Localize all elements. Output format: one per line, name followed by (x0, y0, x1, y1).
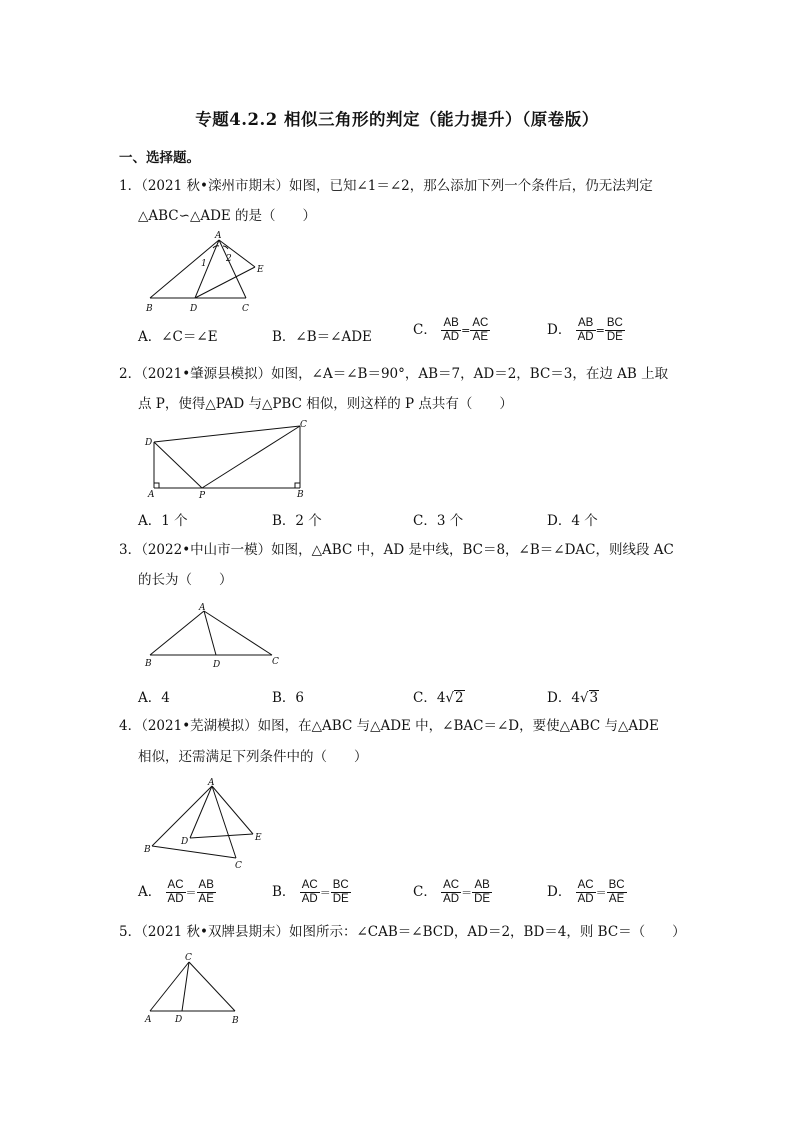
q1-label-d: D (190, 304, 198, 314)
q1-segment-ad (195, 240, 219, 298)
q3-option-c-prefix: C．4 (413, 690, 446, 706)
q5-label-d: D (175, 1015, 183, 1025)
q1-segment-ac (219, 240, 246, 298)
q1-label-e: E (257, 265, 264, 275)
q2-option-c[interactable]: C．3 个 (413, 513, 464, 529)
q2-label-a: A (148, 490, 155, 500)
q5-label-b: B (232, 1016, 239, 1026)
q1-c-eq: = (461, 324, 471, 337)
q4-c-num1: AC (443, 879, 460, 891)
q1-d-den2: DE (606, 331, 623, 343)
q4-d-den1: AD (577, 893, 594, 905)
q2-right-angle-b (295, 483, 300, 488)
q4-option-c-fraction-1 (441, 879, 461, 906)
q1-label-1: 1 (201, 259, 207, 269)
q4-segment-ac (212, 786, 236, 858)
q5-figure (140, 948, 250, 1028)
q1-label-c: C (242, 304, 249, 314)
q1-option-c-fraction-2 (470, 317, 490, 344)
q4-c-den2: DE (474, 893, 491, 905)
q1-segment-ab (150, 240, 219, 298)
q3-option-c[interactable] (413, 686, 465, 706)
q4-option-b-fraction-1 (300, 879, 320, 906)
q1-option-b[interactable]: B．∠B＝∠ADE (272, 329, 372, 345)
q3-label-d: D (213, 660, 221, 670)
q4-option-b-fraction-2 (331, 879, 351, 906)
q3-option-b[interactable]: B．6 (272, 690, 305, 706)
q4-text-line2: 相似，还需满足下列条件中的（ ） (138, 749, 368, 765)
q3-option-d-radicand: 3 (589, 690, 599, 706)
q2-segment-dp (154, 442, 202, 488)
q4-label-c: C (235, 861, 242, 871)
q4-b-num1: AC (301, 879, 318, 891)
q2-label-d: D (145, 438, 153, 448)
q3-option-d-sqrt-sign: √ (579, 690, 589, 706)
q4-d-eq: ＝ (595, 886, 607, 900)
q5-segment-bc (189, 962, 235, 1011)
q4-option-b[interactable] (272, 879, 351, 906)
q2-option-a[interactable]: A．1 个 (138, 513, 188, 529)
q4-option-a[interactable] (138, 879, 216, 906)
q3-label-c: C (272, 657, 279, 667)
q4-a-den1: AD (167, 893, 184, 905)
section-heading: 一、选择题。 (119, 150, 200, 166)
q4-d-num2: BC (608, 879, 625, 891)
q4-segment-ae (212, 786, 253, 834)
q1-figure (140, 230, 280, 316)
q2-label-c: C (300, 420, 307, 430)
q1-segment-de (195, 267, 255, 298)
q4-b-den1: AD (301, 893, 318, 905)
page-title: 专题4.2.2 相似三角形的判定（能力提升）（原卷版） (195, 110, 599, 129)
q1-option-a[interactable]: A．∠C＝∠E (138, 329, 218, 345)
q2-text-line2: 点 P，使得△PAD 与△PBC 相似，则这样的 P 点共有（ ） (138, 396, 513, 412)
q4-b-den2: DE (332, 893, 349, 905)
q1-option-d[interactable] (547, 317, 625, 344)
q3-option-c-sqrt-sign: √ (445, 690, 455, 706)
q1-d-den1: AD (577, 331, 594, 343)
q3-option-d[interactable] (547, 686, 599, 706)
q4-label-b: B (144, 845, 151, 855)
q3-option-a[interactable]: A．4 (138, 690, 170, 706)
q3-option-c-radicand: 2 (455, 690, 464, 706)
q4-a-num2: AB (198, 879, 214, 891)
q1-c-num1: AB (441, 317, 461, 331)
q4-a-den2: AE (198, 893, 214, 905)
q4-segment-ad (190, 786, 212, 838)
q1-label-b: B (146, 304, 153, 314)
q3-label-b: B (145, 659, 152, 669)
q3-option-d-prefix: D．4 (547, 690, 580, 706)
q1-label-2: 2 (226, 254, 232, 264)
q2-label-b: B (297, 490, 304, 500)
q2-option-d[interactable]: D．4 个 (547, 513, 598, 529)
q1-option-c-fraction-1 (441, 317, 461, 344)
q4-text-line1: 4．（2021•芜湖模拟）如图，在△ABC 与△ADE 中，∠BAC＝∠D，要使△ABC 与△ADE (119, 718, 659, 734)
q2-text-line1: 2．（2021•肇源县模拟）如图，∠A＝∠B＝90°，AB＝7，AD＝2，BC＝3，在边 AB 上取 (119, 366, 669, 382)
q2-figure (140, 416, 320, 502)
q2-label-p: P (199, 491, 206, 501)
q4-c-num2: AB (472, 879, 492, 893)
q5-label-c: C (185, 953, 192, 963)
q4-option-c-prefix: C． (413, 884, 437, 900)
q4-option-c-fraction-2 (472, 879, 492, 906)
q4-a-num1: AC (167, 879, 184, 891)
q1-d-eq: = (595, 324, 605, 337)
q1-label-a: A (215, 231, 222, 241)
q4-option-d-fraction-1 (576, 879, 596, 906)
q4-d-num1: AC (577, 879, 594, 891)
q1-option-d-fraction-1 (576, 317, 596, 344)
q4-option-b-prefix: B． (272, 884, 296, 900)
q1-option-c-prefix: C． (413, 322, 437, 338)
q1-segment-ae (219, 240, 255, 267)
q2-option-b[interactable]: B．2 个 (272, 513, 322, 529)
q4-option-a-prefix: A． (138, 884, 162, 900)
q1-c-den1: AD (443, 331, 460, 343)
q4-option-a-fraction-1 (166, 879, 186, 906)
q2-right-angle-a (154, 483, 159, 488)
q4-segment-bc (152, 846, 236, 858)
q3-segment-ab (150, 611, 204, 655)
q1-d-num2: BC (606, 317, 623, 329)
q1-text-line2: △ABC∽△ADE 的是（ ） (138, 208, 317, 224)
q4-label-d: D (181, 837, 189, 847)
q4-label-e: E (255, 833, 262, 843)
q3-figure (140, 600, 290, 672)
q4-d-den2: AE (608, 893, 625, 905)
q1-option-d-fraction-2 (605, 317, 625, 344)
q4-segment-de (190, 834, 253, 838)
q1-c-den2: AE (472, 331, 488, 343)
q4-option-a-fraction-2 (197, 879, 216, 906)
q5-text-line1: 5．（2021 秋•双牌县期末）如图所示：∠CAB＝∠BCD，AD＝2，BD＝4，则 BC＝（ ） (119, 924, 686, 940)
q4-b-num2: BC (332, 879, 349, 891)
q1-option-d-prefix: D． (547, 322, 572, 338)
q4-option-c[interactable] (413, 879, 492, 906)
q3-text-line2: 的长为（ ） (138, 572, 233, 588)
q1-c-num2: AC (472, 317, 489, 329)
q4-c-den1: AD (443, 893, 460, 905)
q3-text-line1: 3．（2022•中山市一模）如图，△ABC 中，AD 是中线，BC＝8，∠B＝∠DAC，则线段 AC (119, 542, 674, 558)
q1-text-line1: 1．（2021 秋•滦州市期末）如图，已知∠1＝∠2，那么添加下列一个条件后，仍无法判定 (119, 178, 653, 194)
q4-figure (140, 776, 280, 872)
q4-option-d-prefix: D． (547, 884, 572, 900)
q4-option-d-fraction-2 (607, 879, 627, 906)
q1-option-c[interactable] (413, 317, 490, 344)
q4-b-eq: ＝ (319, 886, 331, 900)
q4-c-eq: ＝ (461, 886, 473, 900)
q4-a-eq: ＝ (185, 886, 197, 900)
q4-label-a: A (208, 778, 215, 788)
q4-option-d[interactable] (547, 879, 627, 906)
q1-d-num1: AB (576, 317, 596, 331)
q3-label-a: A (199, 603, 206, 613)
q5-label-a: A (145, 1015, 152, 1025)
